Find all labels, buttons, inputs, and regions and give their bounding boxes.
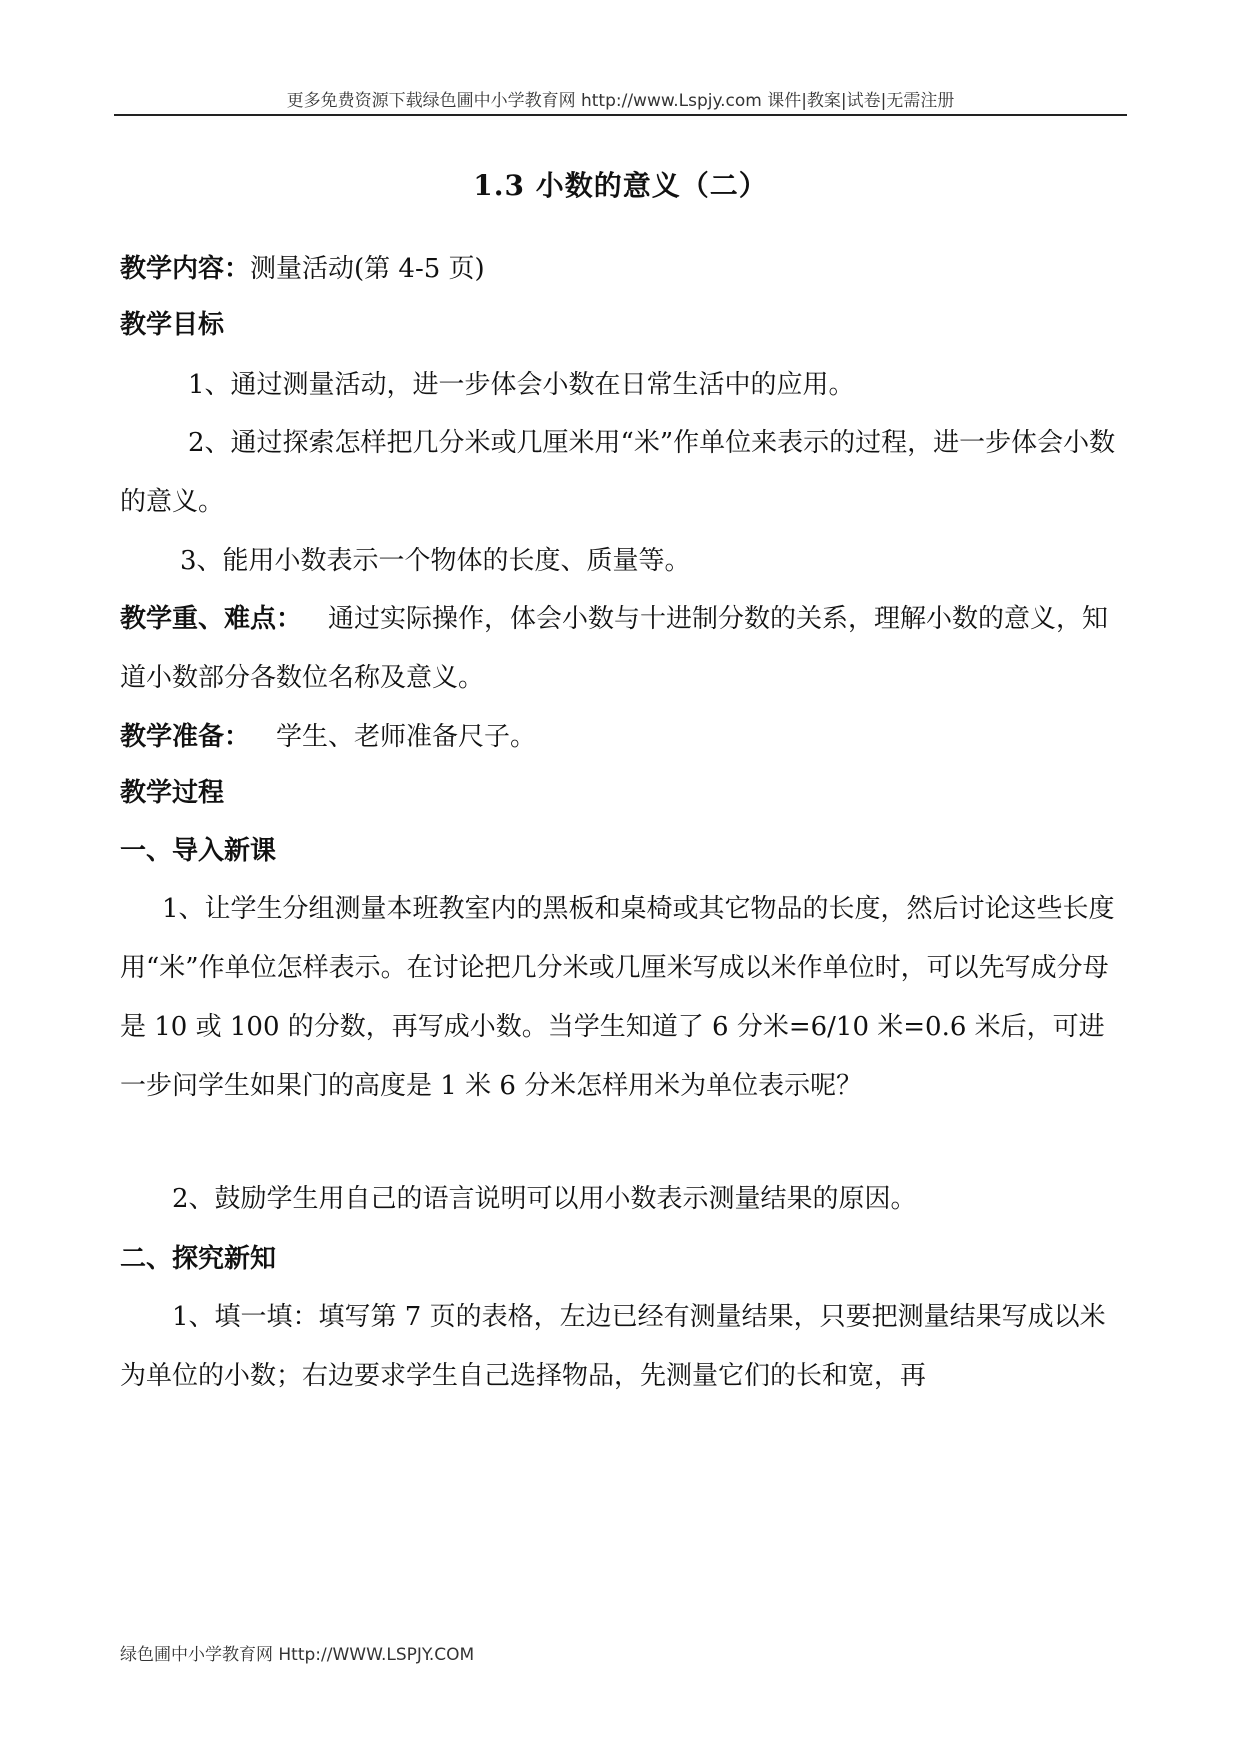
section1-paragraph: 2、鼓励学生用自己的语言说明可以用小数表示测量结果的原因。 bbox=[172, 1184, 917, 1214]
section1-paragraph: 1、让学生分组测量本班教室内的黑板和桌椅或其它物品的长度，然后讨论这些长度用“米”作单位怎样表示。在讨论把几分米或几厘米写成以米作单位时，可以先写成分母是 10 或 100 的分数，再写成小数。当学生知道了 6 分米=6/10 米=0.6 米后，可进一步问学生如果门的高度是 1 米 6 分米怎样用米为单位表示呢？ bbox=[120, 894, 1115, 1101]
key-points bbox=[120, 590, 1130, 708]
document-title: 1.3 小数的意义（二） bbox=[473, 169, 768, 202]
header-divider bbox=[114, 114, 1127, 116]
preparation-text: 学生、老师准备尺子。 bbox=[276, 722, 537, 752]
section1-heading: 一、导入新课 bbox=[120, 836, 277, 866]
content-text: 测量活动(第 4-5 页) bbox=[250, 254, 485, 284]
content-line bbox=[120, 240, 1130, 299]
section2-heading: 二、探究新知 bbox=[120, 1244, 277, 1274]
objectives-heading: 教学目标 bbox=[120, 310, 225, 340]
page-header: 更多免费资源下载绿色圃中小学教育网 http://www.Lspjy.com 课件|教案|试卷|无需注册 bbox=[286, 91, 955, 111]
key-points-text: 通过实际操作，体会小数与十进制分数的关系，理解小数的意义，知道小数部分各数位名称及意义。 bbox=[120, 604, 1109, 693]
objective-item: 3、能用小数表示一个物体的长度、质量等。 bbox=[180, 546, 691, 576]
objective-item: 2、通过探索怎样把几分米或几厘米用“米”作单位来表示的过程，进一步体会小数的意义。 bbox=[120, 428, 1116, 517]
section2-paragraph: 1、填一填：填写第 7 页的表格，左边已经有测量结果，只要把测量结果写成以米为单位的小数；右边要求学生自己选择物品，先测量它们的长和宽，再 bbox=[120, 1302, 1106, 1391]
preparation-label: 教学准备： bbox=[120, 722, 251, 752]
process-heading: 教学过程 bbox=[120, 778, 225, 808]
preparation-line bbox=[120, 708, 1130, 767]
page-footer: 绿色圃中小学教育网 Http://WWW.LSPJY.COM bbox=[120, 1645, 475, 1665]
content-label: 教学内容： bbox=[120, 254, 251, 284]
key-points-label: 教学重、难点： bbox=[120, 604, 303, 634]
objective-item: 1、通过测量活动，进一步体会小数在日常生活中的应用。 bbox=[188, 370, 855, 400]
